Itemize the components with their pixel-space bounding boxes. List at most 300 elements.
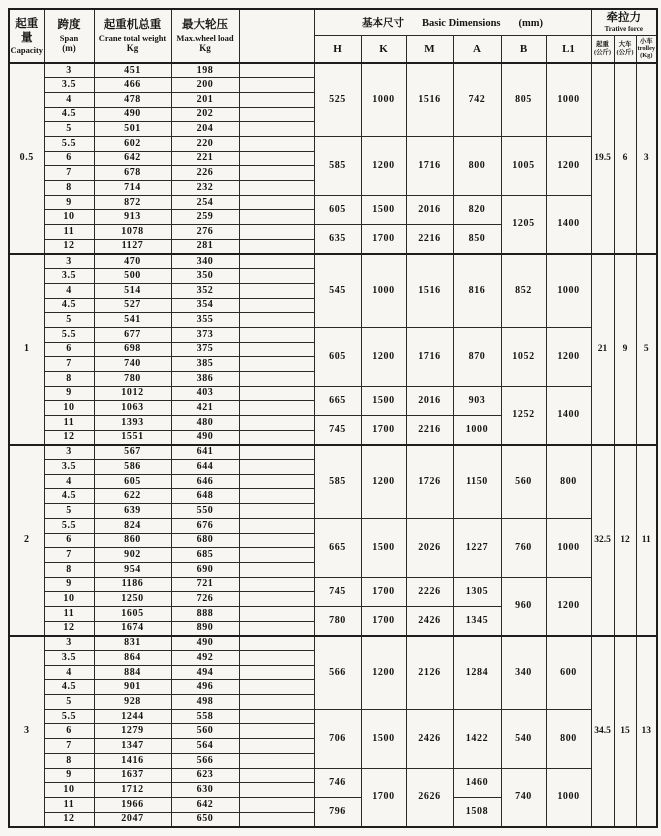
- span-cell: 3: [44, 445, 94, 460]
- crane-weight-cell: 1244: [94, 709, 171, 724]
- span-cell: 4: [44, 283, 94, 298]
- span-cell: 12: [44, 621, 94, 636]
- crane-weight-cell: 740: [94, 357, 171, 372]
- wheel-load-cell: 200: [171, 78, 239, 93]
- dim-H-cell: 545: [314, 254, 361, 327]
- wheel-load-cell: 403: [171, 386, 239, 401]
- dim-L1-cell: 1000: [546, 768, 591, 827]
- span-header-unit: (m): [62, 42, 76, 53]
- wheel-load-cell: 204: [171, 122, 239, 137]
- span-cell: 8: [44, 753, 94, 768]
- span-cell: 4.5: [44, 680, 94, 695]
- wheel-load-cell: 558: [171, 709, 239, 724]
- trative-force-header-zh: 牵拉力: [606, 11, 642, 24]
- empty-cell: [239, 416, 314, 431]
- empty-cell: [239, 327, 314, 342]
- wheel-load-cell: 888: [171, 606, 239, 621]
- table-row: [9, 386, 657, 401]
- dim-A-cell: 816: [453, 254, 501, 327]
- dim-H-cell: 796: [314, 797, 361, 826]
- dim-A-cell: 1305: [453, 577, 501, 606]
- dim-col-L1: L1: [546, 35, 591, 63]
- span-cell: 8: [44, 181, 94, 196]
- dim-H-cell: 706: [314, 709, 361, 768]
- wheel-load-header-en: Max.wheel load: [176, 32, 234, 43]
- trative-force-header: [591, 9, 657, 35]
- wheel-load-cell: 690: [171, 562, 239, 577]
- empty-cell: [239, 783, 314, 798]
- crane-weight-cell: 677: [94, 327, 171, 342]
- span-cell: 5: [44, 122, 94, 137]
- empty-cell: [239, 548, 314, 563]
- crane-weight-cell: 622: [94, 489, 171, 504]
- crane-weight-cell: 514: [94, 283, 171, 298]
- empty-cell: [239, 63, 314, 78]
- trative-lift-cell: 19.5: [591, 63, 614, 254]
- empty-cell: [239, 342, 314, 357]
- capacity-cell: 0.5: [9, 63, 44, 254]
- wheel-load-cell: 676: [171, 518, 239, 533]
- empty-cell: [239, 518, 314, 533]
- span-header: [44, 9, 94, 63]
- span-header-zh: 跨度: [57, 19, 81, 32]
- dim-A-cell: 870: [453, 327, 501, 386]
- table-row: [9, 768, 657, 783]
- dim-A-cell: 1227: [453, 518, 501, 577]
- table-row: [9, 709, 657, 724]
- empty-cell: [239, 812, 314, 827]
- trative-trolley-cell: 5: [636, 254, 657, 445]
- crane-weight-cell: 698: [94, 342, 171, 357]
- trative-col-trolley-zh: 小车: [639, 37, 653, 45]
- dim-A-cell: 1150: [453, 445, 501, 518]
- wheel-load-cell: 650: [171, 812, 239, 827]
- wheel-load-cell: 350: [171, 269, 239, 284]
- empty-cell: [239, 166, 314, 181]
- dim-A-cell: 1000: [453, 416, 501, 445]
- span-cell: 5: [44, 695, 94, 710]
- empty-cell: [239, 474, 314, 489]
- crane-weight-cell: 1250: [94, 592, 171, 607]
- wheel-load-cell: 721: [171, 577, 239, 592]
- span-cell: 5.5: [44, 136, 94, 151]
- span-cell: 3.5: [44, 460, 94, 475]
- dim-H-cell: 585: [314, 445, 361, 518]
- dim-A-cell: 800: [453, 136, 501, 195]
- wheel-load-header-zh: 最大轮压: [182, 19, 228, 32]
- dim-H-cell: 605: [314, 195, 361, 224]
- wheel-load-cell: 566: [171, 753, 239, 768]
- crane-weight-cell: 1551: [94, 430, 171, 445]
- crane-weight-cell: 780: [94, 371, 171, 386]
- empty-cell: [239, 606, 314, 621]
- empty-cell: [239, 724, 314, 739]
- crane-weight-cell: 470: [94, 254, 171, 269]
- dim-H-cell: 585: [314, 136, 361, 195]
- dim-A-cell: 1422: [453, 709, 501, 768]
- wheel-load-cell: 373: [171, 327, 239, 342]
- trative-bridge-cell: 9: [614, 254, 636, 445]
- trative-col-lift-unit: (公斤): [594, 48, 612, 56]
- crane-weight-header-zh: 起重机总重: [103, 19, 162, 32]
- empty-cell: [239, 577, 314, 592]
- empty-cell: [239, 797, 314, 812]
- dim-K-cell: 1200: [361, 445, 406, 518]
- wheel-load-cell: 220: [171, 136, 239, 151]
- span-cell: 4.5: [44, 107, 94, 122]
- wheel-load-cell: 375: [171, 342, 239, 357]
- empty-cell: [239, 92, 314, 107]
- crane-weight-header-unit: Kg: [126, 42, 139, 53]
- dim-K-cell: 1500: [361, 195, 406, 224]
- wheel-load-cell: 221: [171, 151, 239, 166]
- wheel-load-cell: 490: [171, 430, 239, 445]
- dim-M-cell: 2426: [406, 606, 453, 635]
- span-cell: 11: [44, 606, 94, 621]
- dim-L1-cell: 1400: [546, 386, 591, 445]
- wheel-load-cell: 254: [171, 195, 239, 210]
- wheel-load-header: [171, 9, 239, 63]
- empty-cell: [239, 151, 314, 166]
- dim-L1-cell: 1000: [546, 63, 591, 136]
- crane-weight-cell: 478: [94, 92, 171, 107]
- wheel-load-cell: 355: [171, 313, 239, 328]
- dim-M-cell: 2016: [406, 386, 453, 415]
- trative-force-header-en: Trative force: [604, 25, 643, 34]
- trative-trolley-cell: 3: [636, 63, 657, 254]
- empty-cell: [239, 239, 314, 254]
- trative-lift-cell: 32.5: [591, 445, 614, 636]
- wheel-load-cell: 726: [171, 592, 239, 607]
- empty-cell: [239, 489, 314, 504]
- crane-weight-cell: 500: [94, 269, 171, 284]
- span-cell: 12: [44, 812, 94, 827]
- dim-L1-cell: 1200: [546, 136, 591, 195]
- dim-M-cell: 2216: [406, 416, 453, 445]
- crane-weight-header: [94, 9, 171, 63]
- dim-A-cell: 1284: [453, 636, 501, 709]
- dim-B-cell: 340: [501, 636, 546, 709]
- dim-A-cell: 1508: [453, 797, 501, 826]
- empty-cell: [239, 210, 314, 225]
- trative-bridge-cell: 6: [614, 63, 636, 254]
- wheel-load-cell: 623: [171, 768, 239, 783]
- crane-weight-cell: 2047: [94, 812, 171, 827]
- table-row: [9, 327, 657, 342]
- crane-weight-cell: 1012: [94, 386, 171, 401]
- dim-B-cell: 560: [501, 445, 546, 518]
- wheel-load-cell: 354: [171, 298, 239, 313]
- dim-H-cell: 635: [314, 225, 361, 254]
- empty-cell: [239, 709, 314, 724]
- span-cell: 10: [44, 210, 94, 225]
- empty-cell: [239, 298, 314, 313]
- wheel-load-cell: 496: [171, 680, 239, 695]
- dim-M-cell: 2126: [406, 636, 453, 709]
- empty-cell: [239, 768, 314, 783]
- empty-cell: [239, 195, 314, 210]
- span-cell: 3.5: [44, 269, 94, 284]
- dim-M-cell: 2216: [406, 225, 453, 254]
- capacity-cell: 1: [9, 254, 44, 445]
- span-cell: 10: [44, 592, 94, 607]
- crane-weight-cell: 913: [94, 210, 171, 225]
- crane-weight-cell: 824: [94, 518, 171, 533]
- span-cell: 9: [44, 577, 94, 592]
- crane-weight-cell: 541: [94, 313, 171, 328]
- dim-A-cell: 820: [453, 195, 501, 224]
- dim-K-cell: 1500: [361, 709, 406, 768]
- dim-M-cell: 2226: [406, 577, 453, 606]
- header-row-top: [9, 9, 657, 35]
- dimensions-header-en: Basic Dimensions: [422, 18, 501, 30]
- capacity-cell: 3: [9, 636, 44, 827]
- empty-cell: [239, 592, 314, 607]
- wheel-load-cell: 685: [171, 548, 239, 563]
- crane-weight-cell: 567: [94, 445, 171, 460]
- dim-K-cell: 1200: [361, 636, 406, 709]
- wheel-load-cell: 201: [171, 92, 239, 107]
- dim-B-cell: 540: [501, 709, 546, 768]
- span-cell: 7: [44, 357, 94, 372]
- dim-M-cell: 1726: [406, 445, 453, 518]
- wheel-load-cell: 564: [171, 739, 239, 754]
- capacity-header: [9, 9, 44, 63]
- dim-B-cell: 1005: [501, 136, 546, 195]
- crane-weight-header-en: Crane total weight: [98, 32, 167, 43]
- span-cell: 5: [44, 313, 94, 328]
- dim-col-B: B: [501, 35, 546, 63]
- wheel-load-cell: 492: [171, 651, 239, 666]
- span-cell: 5.5: [44, 518, 94, 533]
- span-cell: 5: [44, 504, 94, 519]
- trative-bridge-cell: 15: [614, 636, 636, 827]
- dim-M-cell: 1716: [406, 327, 453, 386]
- dim-M-cell: 2026: [406, 518, 453, 577]
- table-row: [9, 577, 657, 592]
- dim-H-cell: 605: [314, 327, 361, 386]
- empty-cell: [239, 225, 314, 240]
- crane-weight-cell: 490: [94, 107, 171, 122]
- dim-M-cell: 2626: [406, 768, 453, 827]
- dim-L1-cell: 800: [546, 445, 591, 518]
- empty-cell: [239, 533, 314, 548]
- span-cell: 4: [44, 474, 94, 489]
- dim-A-cell: 742: [453, 63, 501, 136]
- span-cell: 7: [44, 548, 94, 563]
- span-cell: 3: [44, 636, 94, 651]
- dim-K-cell: 1000: [361, 63, 406, 136]
- dim-K-cell: 1700: [361, 606, 406, 635]
- dim-K-cell: 1700: [361, 768, 406, 827]
- crane-weight-cell: 501: [94, 122, 171, 137]
- crane-weight-cell: 527: [94, 298, 171, 313]
- spec-table-body: [9, 63, 657, 827]
- trative-col-trolley: [636, 35, 657, 63]
- span-cell: 4.5: [44, 298, 94, 313]
- crane-weight-cell: 928: [94, 695, 171, 710]
- wheel-load-cell: 340: [171, 254, 239, 269]
- dim-A-cell: 1345: [453, 606, 501, 635]
- crane-weight-cell: 678: [94, 166, 171, 181]
- dim-col-A: A: [453, 35, 501, 63]
- crane-weight-cell: 954: [94, 562, 171, 577]
- dim-H-cell: 745: [314, 416, 361, 445]
- wheel-load-cell: 232: [171, 181, 239, 196]
- crane-weight-cell: 902: [94, 548, 171, 563]
- table-row: [9, 195, 657, 210]
- wheel-load-cell: 890: [171, 621, 239, 636]
- crane-spec-table: [8, 8, 658, 828]
- span-header-en: Span: [59, 32, 79, 43]
- crane-weight-cell: 466: [94, 78, 171, 93]
- crane-weight-cell: 1712: [94, 783, 171, 798]
- empty-cell: [239, 695, 314, 710]
- table-row: [9, 445, 657, 460]
- trative-col-bridge: [614, 35, 636, 63]
- dim-L1-cell: 1200: [546, 327, 591, 386]
- wheel-load-cell: 281: [171, 239, 239, 254]
- dim-M-cell: 1516: [406, 63, 453, 136]
- dim-M-cell: 2426: [406, 709, 453, 768]
- crane-weight-cell: 642: [94, 151, 171, 166]
- crane-weight-cell: 1637: [94, 768, 171, 783]
- span-cell: 12: [44, 430, 94, 445]
- span-cell: 3: [44, 63, 94, 78]
- wheel-load-cell: 646: [171, 474, 239, 489]
- dim-K-cell: 1700: [361, 225, 406, 254]
- span-cell: 8: [44, 562, 94, 577]
- empty-cell: [239, 136, 314, 151]
- crane-weight-cell: 1416: [94, 753, 171, 768]
- dim-B-cell: 852: [501, 254, 546, 327]
- span-cell: 6: [44, 151, 94, 166]
- dim-L1-cell: 800: [546, 709, 591, 768]
- dim-L1-cell: 600: [546, 636, 591, 709]
- span-cell: 6: [44, 533, 94, 548]
- capacity-header-zh: 起重量: [15, 17, 39, 44]
- crane-weight-cell: 639: [94, 504, 171, 519]
- empty-cell: [239, 753, 314, 768]
- span-cell: 4.5: [44, 489, 94, 504]
- dim-B-cell: 1052: [501, 327, 546, 386]
- crane-weight-cell: 1966: [94, 797, 171, 812]
- dim-L1-cell: 1400: [546, 195, 591, 254]
- crane-weight-cell: 605: [94, 474, 171, 489]
- span-cell: 3.5: [44, 78, 94, 93]
- dim-A-cell: 850: [453, 225, 501, 254]
- dim-K-cell: 1700: [361, 416, 406, 445]
- crane-weight-cell: 901: [94, 680, 171, 695]
- dim-K-cell: 1200: [361, 327, 406, 386]
- dim-K-cell: 1000: [361, 254, 406, 327]
- empty-column-header: [239, 9, 314, 63]
- crane-weight-cell: 1674: [94, 621, 171, 636]
- wheel-load-cell: 680: [171, 533, 239, 548]
- trative-col-trolley-unit: (Kg): [640, 52, 653, 60]
- span-cell: 11: [44, 225, 94, 240]
- crane-weight-cell: 831: [94, 636, 171, 651]
- empty-cell: [239, 181, 314, 196]
- crane-weight-cell: 1078: [94, 225, 171, 240]
- wheel-load-cell: 421: [171, 401, 239, 416]
- span-cell: 9: [44, 768, 94, 783]
- dim-M-cell: 1516: [406, 254, 453, 327]
- dim-K-cell: 1500: [361, 386, 406, 415]
- span-cell: 6: [44, 342, 94, 357]
- span-cell: 7: [44, 739, 94, 754]
- span-cell: 12: [44, 239, 94, 254]
- crane-weight-cell: 1279: [94, 724, 171, 739]
- table-row: [9, 254, 657, 269]
- empty-cell: [239, 636, 314, 651]
- crane-weight-cell: 1186: [94, 577, 171, 592]
- dim-H-cell: 665: [314, 386, 361, 415]
- dim-H-cell: 525: [314, 63, 361, 136]
- crane-weight-cell: 1393: [94, 416, 171, 431]
- wheel-load-cell: 498: [171, 695, 239, 710]
- trative-bridge-cell: 12: [614, 445, 636, 636]
- span-cell: 8: [44, 371, 94, 386]
- wheel-load-cell: 550: [171, 504, 239, 519]
- dim-B-cell: 740: [501, 768, 546, 827]
- trative-trolley-cell: 13: [636, 636, 657, 827]
- wheel-load-cell: 226: [171, 166, 239, 181]
- dim-col-M: M: [406, 35, 453, 63]
- wheel-load-cell: 641: [171, 445, 239, 460]
- wheel-load-cell: 648: [171, 489, 239, 504]
- crane-weight-cell: 1063: [94, 401, 171, 416]
- crane-weight-cell: 1127: [94, 239, 171, 254]
- span-cell: 10: [44, 783, 94, 798]
- crane-weight-cell: 1605: [94, 606, 171, 621]
- dim-H-cell: 746: [314, 768, 361, 797]
- dim-B-cell: 760: [501, 518, 546, 577]
- empty-cell: [239, 739, 314, 754]
- trative-col-lift-zh: 起重: [596, 41, 609, 49]
- wheel-load-cell: 276: [171, 225, 239, 240]
- empty-cell: [239, 122, 314, 137]
- empty-cell: [239, 269, 314, 284]
- dim-H-cell: 665: [314, 518, 361, 577]
- span-cell: 4: [44, 665, 94, 680]
- wheel-load-cell: 560: [171, 724, 239, 739]
- empty-cell: [239, 504, 314, 519]
- empty-cell: [239, 562, 314, 577]
- empty-cell: [239, 445, 314, 460]
- span-cell: 9: [44, 195, 94, 210]
- trative-col-trolley-en: trolley: [637, 45, 656, 53]
- dim-A-cell: 1460: [453, 768, 501, 797]
- trative-trolley-cell: 11: [636, 445, 657, 636]
- wheel-load-cell: 202: [171, 107, 239, 122]
- dimensions-header: [314, 9, 591, 35]
- dim-K-cell: 1200: [361, 136, 406, 195]
- dim-K-cell: 1700: [361, 577, 406, 606]
- dim-B-cell: 960: [501, 577, 546, 636]
- table-header: [9, 9, 657, 63]
- table-row: [9, 518, 657, 533]
- empty-cell: [239, 680, 314, 695]
- span-cell: 11: [44, 797, 94, 812]
- trative-col-bridge-unit: (公斤): [616, 48, 634, 56]
- span-cell: 6: [44, 724, 94, 739]
- dim-H-cell: 745: [314, 577, 361, 606]
- wheel-load-cell: 259: [171, 210, 239, 225]
- crane-weight-cell: 864: [94, 651, 171, 666]
- span-cell: 7: [44, 166, 94, 181]
- dim-L1-cell: 1200: [546, 577, 591, 636]
